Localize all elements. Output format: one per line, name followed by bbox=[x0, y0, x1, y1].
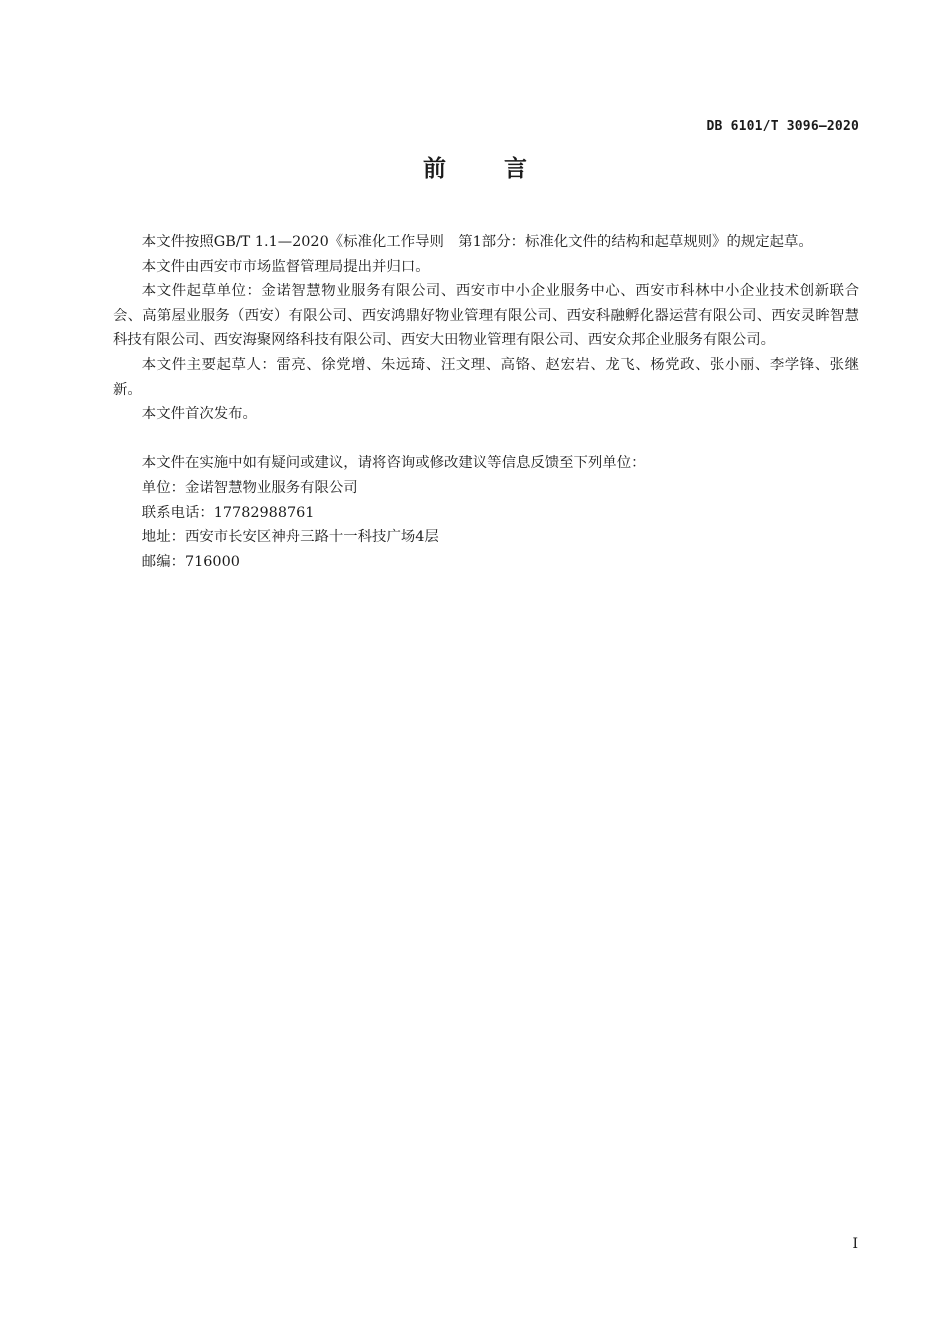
feedback-postcode: 邮编：716000 bbox=[141, 553, 240, 570]
paragraph-drafting-units: 本文件起草单位：金诺智慧物业服务有限公司、西安市中小企业服务中心、西安市科林中小企业技术创新联合会、高第屋业服务（西安）有限公司、西安鸿鼎好物业管理有限公司、西安科融孵化器运营有限公司、西安灵眸智慧科技有限公司、西安海聚网络科技有限公司、西安大田物业管理有限公司、西安众邦企业服务有限公司。 bbox=[113, 283, 859, 349]
document-code: DB 6101/T 3096—2020 bbox=[706, 119, 859, 134]
paragraph-drafters: 本文件主要起草人：雷亮、徐党增、朱远琦、汪文理、高铬、赵宏岩、龙飞、杨党政、张小丽、李学锋、张继新。 bbox=[113, 356, 859, 398]
paragraph-drafting-rules: 本文件按照GB/T 1.1—2020《标准化工作导则 第1部分：标准化文件的结构和起草规则》的规定起草。 bbox=[141, 234, 813, 250]
feedback-unit: 单位：金诺智慧物业服务有限公司 bbox=[141, 479, 358, 496]
paragraph-first-release: 本文件首次发布。 bbox=[141, 406, 257, 423]
feedback-phone: 联系电话：17782988761 bbox=[141, 504, 315, 521]
page-title: 前言 bbox=[423, 156, 585, 182]
paragraph-proposer: 本文件由西安市市场监督管理局提出并归口。 bbox=[141, 258, 430, 275]
page-number: I bbox=[852, 1236, 858, 1252]
foreword-body bbox=[113, 230, 859, 574]
feedback-intro: 本文件在实施中如有疑问或建议，请将咨询或修改建议等信息反馈至下列单位： bbox=[141, 455, 646, 472]
feedback-address: 地址：西安市长安区神舟三路十一科技广场4层 bbox=[141, 529, 439, 546]
